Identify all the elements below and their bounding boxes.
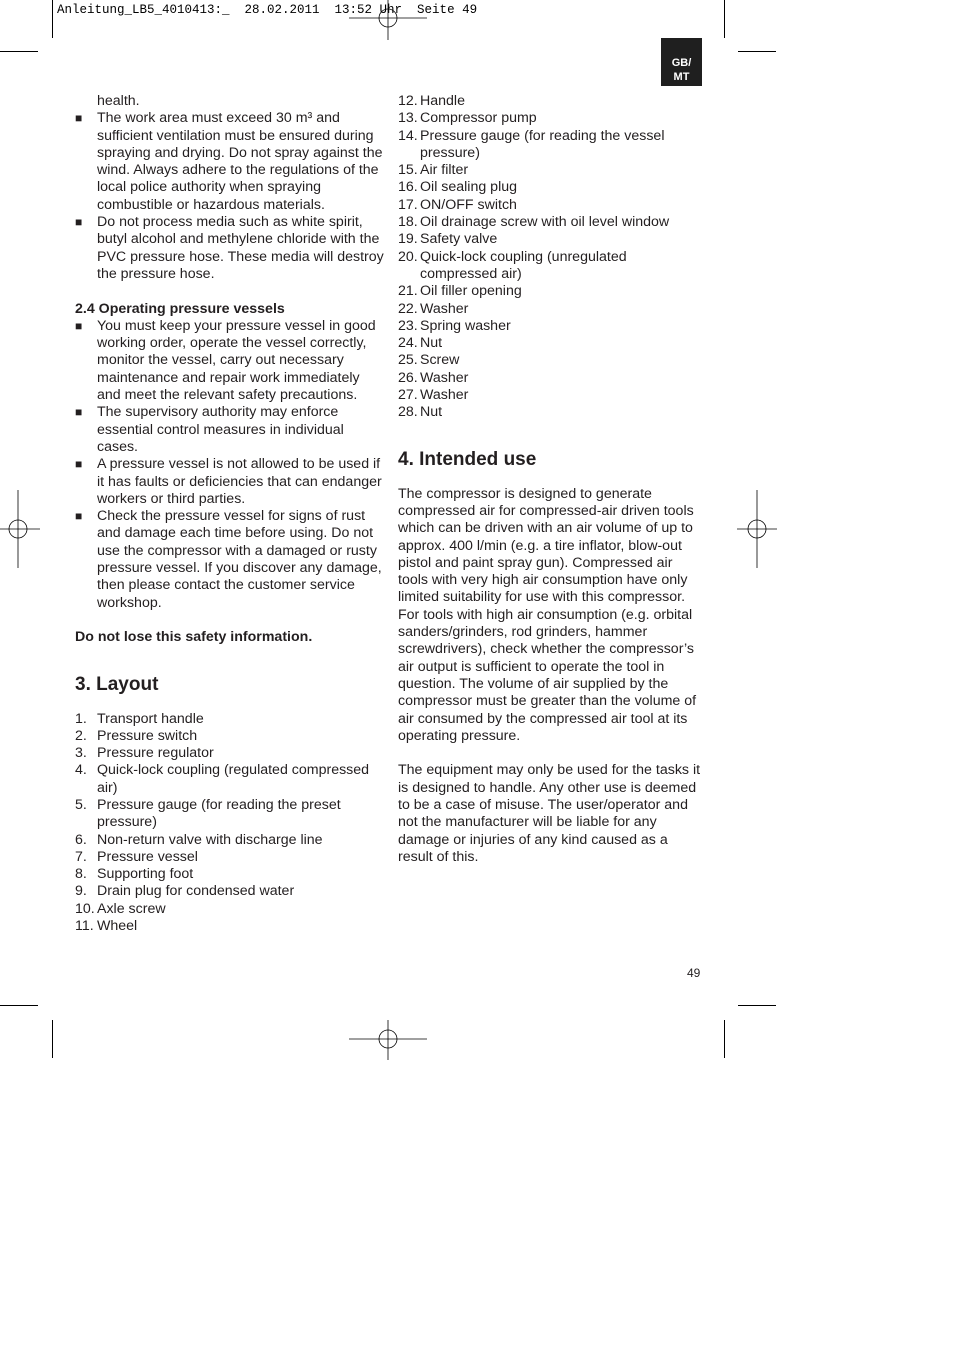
registration-mark-icon — [349, 0, 427, 40]
item-number: 16. — [398, 179, 418, 196]
list-item — [398, 283, 706, 300]
list-item — [398, 301, 706, 318]
item-number: 4. — [75, 762, 87, 779]
list-item — [398, 110, 706, 127]
list-item — [75, 797, 385, 832]
bullet-square-icon: ■ — [75, 405, 83, 420]
item-number: 13. — [398, 110, 418, 127]
item-text: Axle screw — [97, 900, 166, 917]
item-number: 28. — [398, 404, 418, 421]
item-text: Pressure vessel — [97, 848, 198, 865]
list-item — [75, 918, 385, 935]
item-number: 18. — [398, 214, 418, 231]
list-item — [398, 93, 706, 110]
item-number: 27. — [398, 387, 418, 404]
item-text: Pressure switch — [97, 727, 198, 744]
list-item — [398, 249, 706, 284]
section-2-4-title: 2.4 Operating pressure vessels — [75, 300, 285, 317]
item-text: Quick-lock coupling (regulated compressed air) — [97, 762, 370, 796]
item-number: 9. — [75, 883, 87, 900]
bullet-square-icon: ■ — [75, 457, 83, 472]
item-text: Transport handle — [97, 710, 204, 727]
item-number: 7. — [75, 848, 87, 865]
item-text: Wheel — [97, 918, 138, 935]
item-number: 21. — [398, 283, 418, 300]
bullet-text: Check the pressure vessel for signs of rust and damage each time before using. Do not use the compressor with a damaged or rusty pressure vessel. If you discover any damage, then please contact the customer service workshop. — [97, 508, 382, 611]
registration-mark-icon — [0, 490, 40, 568]
bullet-square-icon: ■ — [75, 318, 83, 333]
print-header: Anleitung_LB5_4010413:_ 28.02.2011 13:52 Uhr Seite 49 — [57, 3, 478, 17]
list-item — [75, 745, 385, 762]
list-item — [398, 318, 706, 335]
item-text: Oil drainage screw with oil level window — [420, 214, 670, 231]
safety-note: Do not lose this safety information. — [75, 629, 313, 646]
item-number: 11. — [75, 918, 94, 935]
bullet-square-icon: ■ — [75, 215, 83, 230]
list-item — [75, 762, 385, 797]
list-item — [398, 214, 706, 231]
item-text: Air filter — [420, 162, 469, 179]
list-item — [398, 387, 706, 404]
language-badge-line1: GB/ — [671, 57, 692, 69]
item-number: 19. — [398, 231, 418, 248]
bullet-text: You must keep your pressure vessel in good working order, operate the vessel correctly, monitor the vessel, carry out necessary maintenance and repair work immediately and meet the relevant safety precautions. — [97, 317, 376, 404]
list-item — [75, 711, 385, 728]
bullet-square-icon: ■ — [75, 111, 83, 126]
list-item — [398, 231, 706, 248]
item-text: Non-return valve with discharge line — [97, 831, 323, 848]
list-item — [398, 404, 706, 421]
registration-mark-icon — [737, 490, 777, 568]
item-number: 10. — [75, 900, 95, 917]
item-text: Washer — [420, 369, 469, 386]
crop-mark — [0, 51, 38, 52]
list-item — [398, 128, 706, 163]
bullet-item — [75, 214, 385, 283]
item-number: 26. — [398, 369, 418, 386]
intended-use-paragraph: The equipment may only be used for the tasks it is designed to handle. Any other use is deemed to be a case of misuse. The user/operator and not the manufacturer will be liable for any damage or injuries of any kind caused as a result of this. — [398, 762, 701, 865]
item-text: Pressure gauge (for reading the vessel pressure) — [420, 127, 665, 161]
language-badge — [661, 38, 702, 86]
layout-heading: 3. Layout — [75, 673, 159, 695]
bullet-item — [75, 404, 385, 456]
item-text: Safety valve — [420, 231, 498, 248]
bullet-item — [75, 456, 385, 508]
registration-mark-icon — [349, 1020, 427, 1060]
item-number: 5. — [75, 796, 87, 813]
list-item — [75, 883, 385, 900]
bullet-item — [75, 318, 385, 404]
item-text: Nut — [420, 404, 443, 421]
list-item — [398, 370, 706, 387]
item-number: 15. — [398, 162, 418, 179]
bullet-item — [75, 508, 385, 612]
item-number: 1. — [75, 710, 87, 727]
page-number: 49 — [687, 966, 701, 980]
intended-use-heading: 4. Intended use — [398, 448, 537, 470]
crop-mark — [738, 51, 776, 52]
item-number: 8. — [75, 866, 87, 883]
item-number: 24. — [398, 335, 418, 352]
item-text: Compressor pump — [420, 110, 537, 127]
item-text: Supporting foot — [97, 866, 194, 883]
item-text: ON/OFF switch — [420, 196, 517, 213]
item-text: Oil filler opening — [420, 283, 522, 300]
language-badge-line2: MT — [673, 71, 690, 83]
list-item — [398, 179, 706, 196]
item-text: Nut — [420, 335, 443, 352]
item-number: 23. — [398, 317, 418, 334]
list-item — [398, 197, 706, 214]
bullet-text: The work area must exceed 30 m³ and sufficient ventilation must be ensured during spraying and drying. Do not spray against the wind. Always adhere to the regulations of the local police authority when spraying combustible or hazardous materials. — [97, 110, 383, 213]
item-number: 3. — [75, 745, 87, 762]
list-item — [75, 866, 385, 883]
right-column — [398, 93, 706, 866]
item-number: 6. — [75, 831, 87, 848]
list-item — [398, 162, 706, 179]
left-column — [75, 93, 385, 935]
item-number: 14. — [398, 127, 418, 144]
bullet-text: Do not process media such as white spirit, butyl alcohol and methylene chloride with the PVC pressure hose. These media will destroy the pressure hose. — [97, 214, 384, 282]
crop-mark — [724, 1020, 725, 1058]
item-text: Handle — [420, 93, 465, 109]
item-text: Pressure regulator — [97, 745, 214, 762]
crop-mark — [724, 0, 725, 38]
crop-mark — [738, 1005, 776, 1006]
list-item — [75, 901, 385, 918]
crop-mark — [52, 1020, 53, 1058]
bullet-text: A pressure vessel is not allowed to be used if it has faults or deficiencies that can endanger workers or third parties. — [97, 456, 382, 507]
item-text: Washer — [420, 387, 469, 404]
item-number: 17. — [398, 196, 418, 213]
crop-mark — [0, 1005, 38, 1006]
bullet-text: The supervisory authority may enforce essential control measures in individual cases. — [97, 404, 344, 455]
item-text: Oil sealing plug — [420, 179, 518, 196]
item-text: Screw — [420, 352, 460, 369]
list-item — [398, 352, 706, 369]
item-number: 25. — [398, 352, 418, 369]
item-number: 2. — [75, 727, 87, 744]
item-text: Drain plug for condensed water — [97, 883, 295, 900]
item-number: 20. — [398, 248, 418, 265]
intended-use-paragraph: The compressor is designed to generate compressed air for compressed-air driven tools which can be driven with an air volume of up to approx. 400 l/min (e.g. a tire inflator, blow-out pistol and paint spray gun). Compressed air tools with very high air consumption have only limited suitability for use with this compressor. For tools with high air consumption (e.g. orbital sanders/grinders, rod grinders, hammer screwdrivers), check whether the compressor’s air output is sufficient to operate the tool in question. The volume of air supplied by the compressor must be greater than the volume of air consumed by the compressed air tool at its operating pressure. — [398, 485, 697, 744]
list-item — [75, 832, 385, 849]
item-text: Quick-lock coupling (unregulated compressed air) — [420, 248, 627, 282]
bullet-item — [75, 110, 385, 214]
list-item — [75, 849, 385, 866]
item-text: Pressure gauge (for reading the preset pressure) — [97, 796, 341, 831]
crop-mark — [52, 0, 53, 38]
bullet-square-icon: ■ — [75, 509, 83, 524]
list-item — [75, 728, 385, 745]
item-number: 22. — [398, 300, 418, 317]
item-text: Spring washer — [420, 317, 511, 334]
item-text: Washer — [420, 300, 469, 317]
continued-text: health. — [97, 93, 140, 109]
list-item — [398, 335, 706, 352]
item-number: 12. — [398, 93, 418, 109]
